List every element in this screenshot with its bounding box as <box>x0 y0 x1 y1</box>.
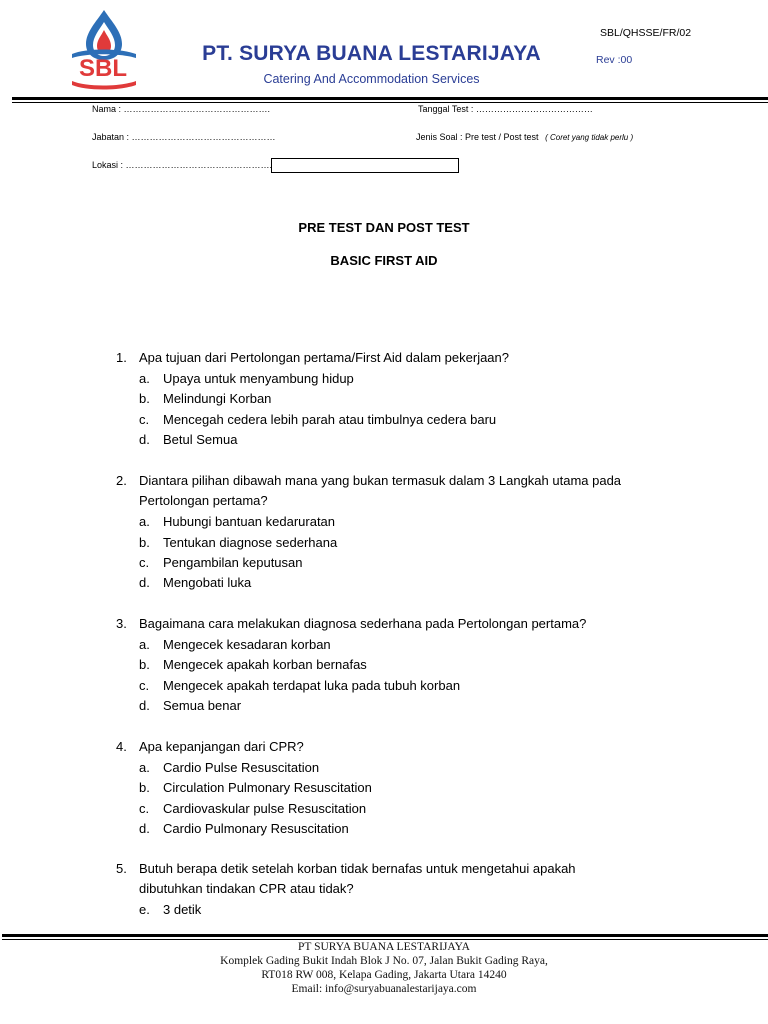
nama-field[interactable]: Nama : …………………………………………. <box>92 104 271 114</box>
jenis-soal-label: Jenis Soal : Pre test / Post test <box>416 132 539 142</box>
footer-email: Email: info@suryabuanalestarijaya.com <box>291 983 477 995</box>
option-text[interactable]: Melindungi Korban <box>163 391 272 406</box>
question-text: Apa tujuan dari Pertolongan pertama/First Aid dalam pekerjaan? <box>139 350 509 365</box>
option-letter: b. <box>139 657 150 672</box>
option-text[interactable]: Pengambilan keputusan <box>163 555 303 570</box>
document-number: SBL/QHSSE/FR/02 <box>600 27 692 39</box>
footer-divider <box>2 934 768 937</box>
company-subtitle: Catering And Accommodation Services <box>263 72 480 86</box>
footer-address-line1: Komplek Gading Bukit Indah Blok J No. 07, Jalan Bukit Gading Raya, <box>220 955 548 967</box>
option-letter: d. <box>139 821 150 836</box>
option-letter: d. <box>139 432 150 447</box>
option-text[interactable]: Mengecek apakah korban bernafas <box>163 657 367 672</box>
option-text[interactable]: Circulation Pulmonary Resuscitation <box>163 780 372 795</box>
header-divider <box>12 97 768 100</box>
option-letter: b. <box>139 780 150 795</box>
option-letter: d. <box>139 698 150 713</box>
question-text: Diantara pilihan dibawah mana yang bukan termasuk dalam 3 Langkah utama pada <box>139 473 622 488</box>
option-text[interactable]: 3 detik <box>163 902 202 917</box>
option-text[interactable]: Upaya untuk menyambung hidup <box>163 371 354 386</box>
option-letter: a. <box>139 514 150 529</box>
option-letter: a. <box>139 760 150 775</box>
option-text[interactable]: Cardio Pulmonary Resuscitation <box>163 821 349 836</box>
question-text: Bagaimana cara melakukan diagnosa sederhana pada Pertolongan pertama? <box>139 616 587 631</box>
tanggal-test-field[interactable]: Tanggal Test : ………………………………… <box>418 104 593 114</box>
option-text[interactable]: Cardio Pulse Resuscitation <box>163 760 320 775</box>
option-text[interactable]: Hubungi bantuan kedaruratan <box>163 514 336 529</box>
lokasi-input-box[interactable] <box>271 158 459 173</box>
question-text-cont: Pertolongan pertama? <box>139 493 268 508</box>
header-divider-thin <box>12 102 768 103</box>
question-text: Butuh berapa detik setelah korban tidak bernafas untuk mengetahui apakah <box>139 861 576 876</box>
question-number: 5. <box>116 861 127 876</box>
footer-divider-thin <box>2 939 768 940</box>
jenis-soal-field <box>416 132 633 142</box>
option-text[interactable]: Cardiovaskular pulse Resuscitation <box>163 801 367 816</box>
option-text[interactable]: Betul Semua <box>163 432 238 447</box>
option-text[interactable]: Tentukan diagnose sederhana <box>163 535 338 550</box>
option-text[interactable]: Semua benar <box>163 698 242 713</box>
company-logo <box>66 8 140 90</box>
option-letter: a. <box>139 371 150 386</box>
jenis-soal-note: ( Coret yang tidak perlu ) <box>545 133 634 142</box>
lokasi-field[interactable]: Lokasi : …………………………………………. <box>92 160 273 170</box>
option-letter: c. <box>139 412 150 427</box>
test-subtitle: BASIC FIRST AID <box>330 253 438 268</box>
option-letter: d. <box>139 575 150 590</box>
test-title: PRE TEST DAN POST TEST <box>298 220 470 235</box>
question-number: 2. <box>116 473 127 488</box>
jabatan-field[interactable]: Jabatan : ………………………………………… <box>92 132 276 142</box>
question-text: Apa kepanjangan dari CPR? <box>139 739 304 754</box>
revision-label: Rev :00 <box>596 54 633 66</box>
option-text[interactable]: Mengobati luka <box>163 575 252 590</box>
option-letter: a. <box>139 637 150 652</box>
option-letter: c. <box>139 678 150 693</box>
logo-text: SBL <box>79 55 127 82</box>
question-number: 1. <box>116 350 127 365</box>
option-letter: c. <box>139 555 150 570</box>
question-text-cont: dibutuhkan tindakan CPR atau tidak? <box>139 881 354 896</box>
company-name: PT. SURYA BUANA LESTARIJAYA <box>202 42 541 65</box>
footer-company: PT SURYA BUANA LESTARIJAYA <box>298 941 470 953</box>
question-number: 4. <box>116 739 127 754</box>
option-text[interactable]: Mengecek apakah terdapat luka pada tubuh korban <box>163 678 461 693</box>
option-letter: b. <box>139 391 150 406</box>
option-letter: c. <box>139 801 150 816</box>
option-letter: b. <box>139 535 150 550</box>
option-text[interactable]: Mencegah cedera lebih parah atau timbulnya cedera baru <box>163 412 497 427</box>
option-text[interactable]: Mengecek kesadaran korban <box>163 637 331 652</box>
option-letter: e. <box>139 902 150 917</box>
question-number: 3. <box>116 616 127 631</box>
footer-address-line2: RT018 RW 008, Kelapa Gading, Jakarta Utara 14240 <box>261 969 507 981</box>
